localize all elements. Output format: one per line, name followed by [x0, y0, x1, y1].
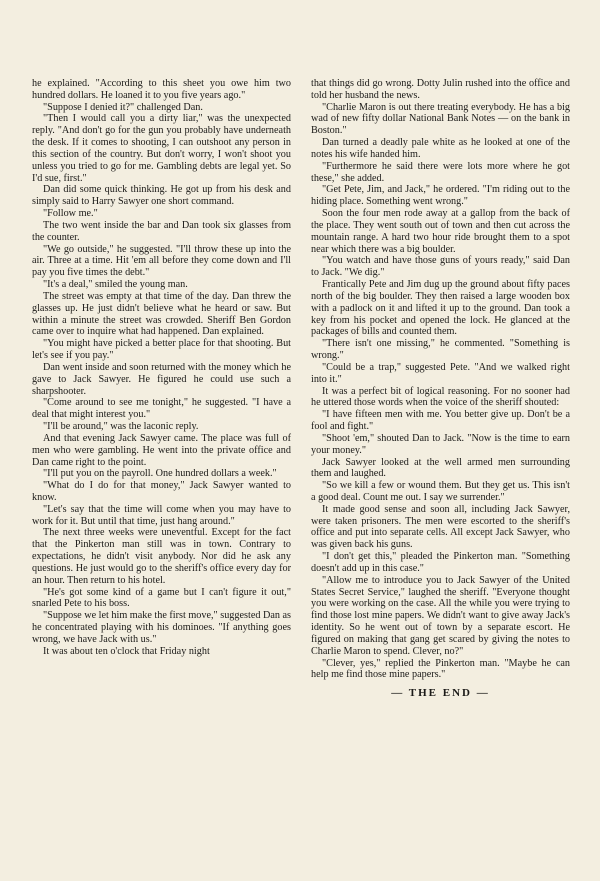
the-end-label: — THE END —: [391, 687, 490, 700]
paragraph: "Could be a trap," suggested Pete. "And we walked right into it.": [311, 361, 570, 385]
paragraph: The two went inside the bar and Dan took six glasses from the counter.: [32, 219, 291, 243]
paragraph: "Let's say that the time will come when you may have to work for it. But until that time, just hang around.": [32, 503, 291, 527]
paragraph: "Clever, yes," replied the Pinkerton man. "Maybe he can help me find those mine papers.": [311, 657, 570, 681]
right-column: [311, 78, 570, 700]
paragraph: "Charlie Maron is out there treating everybody. He has a big wad of new fifty dollar National Bank Notes — on the bank in Boston.": [311, 101, 570, 137]
paragraph: Dan went inside and soon returned with the money which he gave to Jack Sawyer. He figured he could use such a sharpshooter.: [32, 361, 291, 397]
paragraph: The street was empty at that time of the day. Dan threw the glasses up. He just didn't believe what he heard or saw. But within a minute the street was crowded. Sheriff Ben Gordon came over to inquire what had happened. Dan explained.: [32, 290, 291, 338]
paragraph: "It's a deal," smiled the young man.: [43, 279, 188, 291]
right-column-paragraphs: [311, 78, 570, 681]
paragraph: "There isn't one missing," he commented. "Something is wrong.": [311, 338, 570, 362]
paragraph: "Suppose we let him make the first move," suggested Dan as he concentrated playing with his dominoes. "If anything goes wrong, we have Jack with us.": [32, 610, 291, 645]
paragraph: "I don't get this," pleaded the Pinkerton man. "Something doesn't add up in this case.": [311, 551, 570, 574]
paragraph: "Furthermore he said there were lots more where he got these," she added.: [311, 160, 570, 184]
paragraph: "You watch and have those guns of yours ready," said Dan to Jack. "We dig.": [311, 255, 570, 279]
paragraph: And that evening Jack Sawyer came. The place was full of men who were gambling. He went into the private office and Dan came right to the point.: [32, 432, 291, 468]
paragraph: "So we kill a few or wound them. But they get us. This isn't a good deal. Count me out. I say we surrender.": [311, 480, 570, 503]
paragraph: Dan turned a deadly pale white as he looked at one of the notes his wife handed him.: [311, 137, 570, 160]
paragraph: It was a perfect bit of logical reasoning. For no sooner had he uttered those words when the voice of the sheriff shouted:: [311, 385, 570, 409]
paragraph: "Suppose I denied it?" challenged Dan.: [43, 101, 203, 113]
paragraph: "He's got some kind of a game but I can't figure it out," snarled Pete to his boss.: [32, 586, 291, 610]
paragraph: "Allow me to introduce you to Jack Sawyer of the United States Secret Service," laughed the sheriff. "Everyone thought you were working on the case. All the while you were trying to find those lost mine papers. We didn't want to give away Jack's identity. So he went out of town by a separate escort. He figured on making that gang get scared by giving the notes to Charlie Maron to spend. Clever, no?": [311, 574, 570, 657]
paragraph: Dan did some quick thinking. He got up from his desk and simply said to Harry Sawyer one short command.: [32, 184, 291, 208]
paragraph: he explained. "According to this sheet you owe him two hundred dollars. He loaned it to you five years ago.": [32, 78, 291, 101]
paragraph: "Shoot 'em," shouted Dan to Jack. "Now is the time to earn your money.": [311, 432, 570, 456]
paragraph: "Come around to see me tonight," he suggested. "I have a deal that might interest you.": [32, 397, 291, 421]
paragraph: "I have fifteen men with me. You better give up. Don't be a fool and fight.": [311, 409, 570, 433]
paragraph: "We go outside," he suggested. "I'll throw these up into the air. Three at a time. Hit 'em all before they come down and I'll pay you five times the debt.": [32, 243, 291, 279]
paragraph: It was about ten o'clock that Friday night: [43, 645, 210, 657]
paragraph: "Get Pete, Jim, and Jack," he ordered. "I'm riding out to the hiding place. Something went wrong.": [311, 184, 570, 208]
paragraph: "What do I do for that money," Jack Sawyer wanted to know.: [32, 480, 291, 503]
paragraph: Jack Sawyer looked at the well armed men surrounding them and laughed.: [311, 456, 570, 480]
paragraph: It made good sense and soon all, including Jack Sawyer, were taken prisoners. The men were escorted to the sheriff's office and put into separate cells. All except Jack Sawyer, who was given back his guns.: [311, 503, 570, 551]
text-columns: [32, 78, 570, 700]
paragraph: Frantically Pete and Jim dug up the ground about fifty paces north of the big boulder. They then raised a large wooden box with a padlock on it and lifted it up to the ground. Dan took a key from his pocket and opened the lock. He glanced at the packages of bills and counted them.: [311, 279, 570, 338]
paragraph: Soon the four men rode away at a gallop from the back of the place. They went south out of town and then cut across the mountain range. A hard two hour ride brought them to a spot near which there was a big boulder.: [311, 208, 570, 255]
paragraph: The next three weeks were uneventful. Except for the fact that the Pinkerton man still was in town. Contrary to expectations, he didn't visit anybody. Nor did he ask any questions. He just would go to the sheriff's office every day for an hour. Then return to his hotel.: [32, 527, 291, 586]
paragraph: "Then I would call you a dirty liar," was the unexpected reply. "And don't go for the gun you probably have underneath the desk. If it comes to shooting, I can outshoot any person in this section of the country. But don't worry, I won't shoot you unless you tried to go for me. Gambling debts are legal yet. So I'd sue, first.": [32, 113, 291, 184]
left-column: [32, 78, 291, 700]
paragraph: "I'll put you on the payroll. One hundred dollars a week.": [43, 468, 277, 480]
paragraph: "I'll be around," was the laconic reply.: [43, 421, 199, 433]
paragraph: "You might have picked a better place for that shooting. But let's see if you pay.": [32, 338, 291, 362]
paragraph: that things did go wrong. Dotty Julin rushed into the office and told her husband the news.: [311, 78, 570, 101]
paragraph: "Follow me.": [43, 208, 98, 220]
